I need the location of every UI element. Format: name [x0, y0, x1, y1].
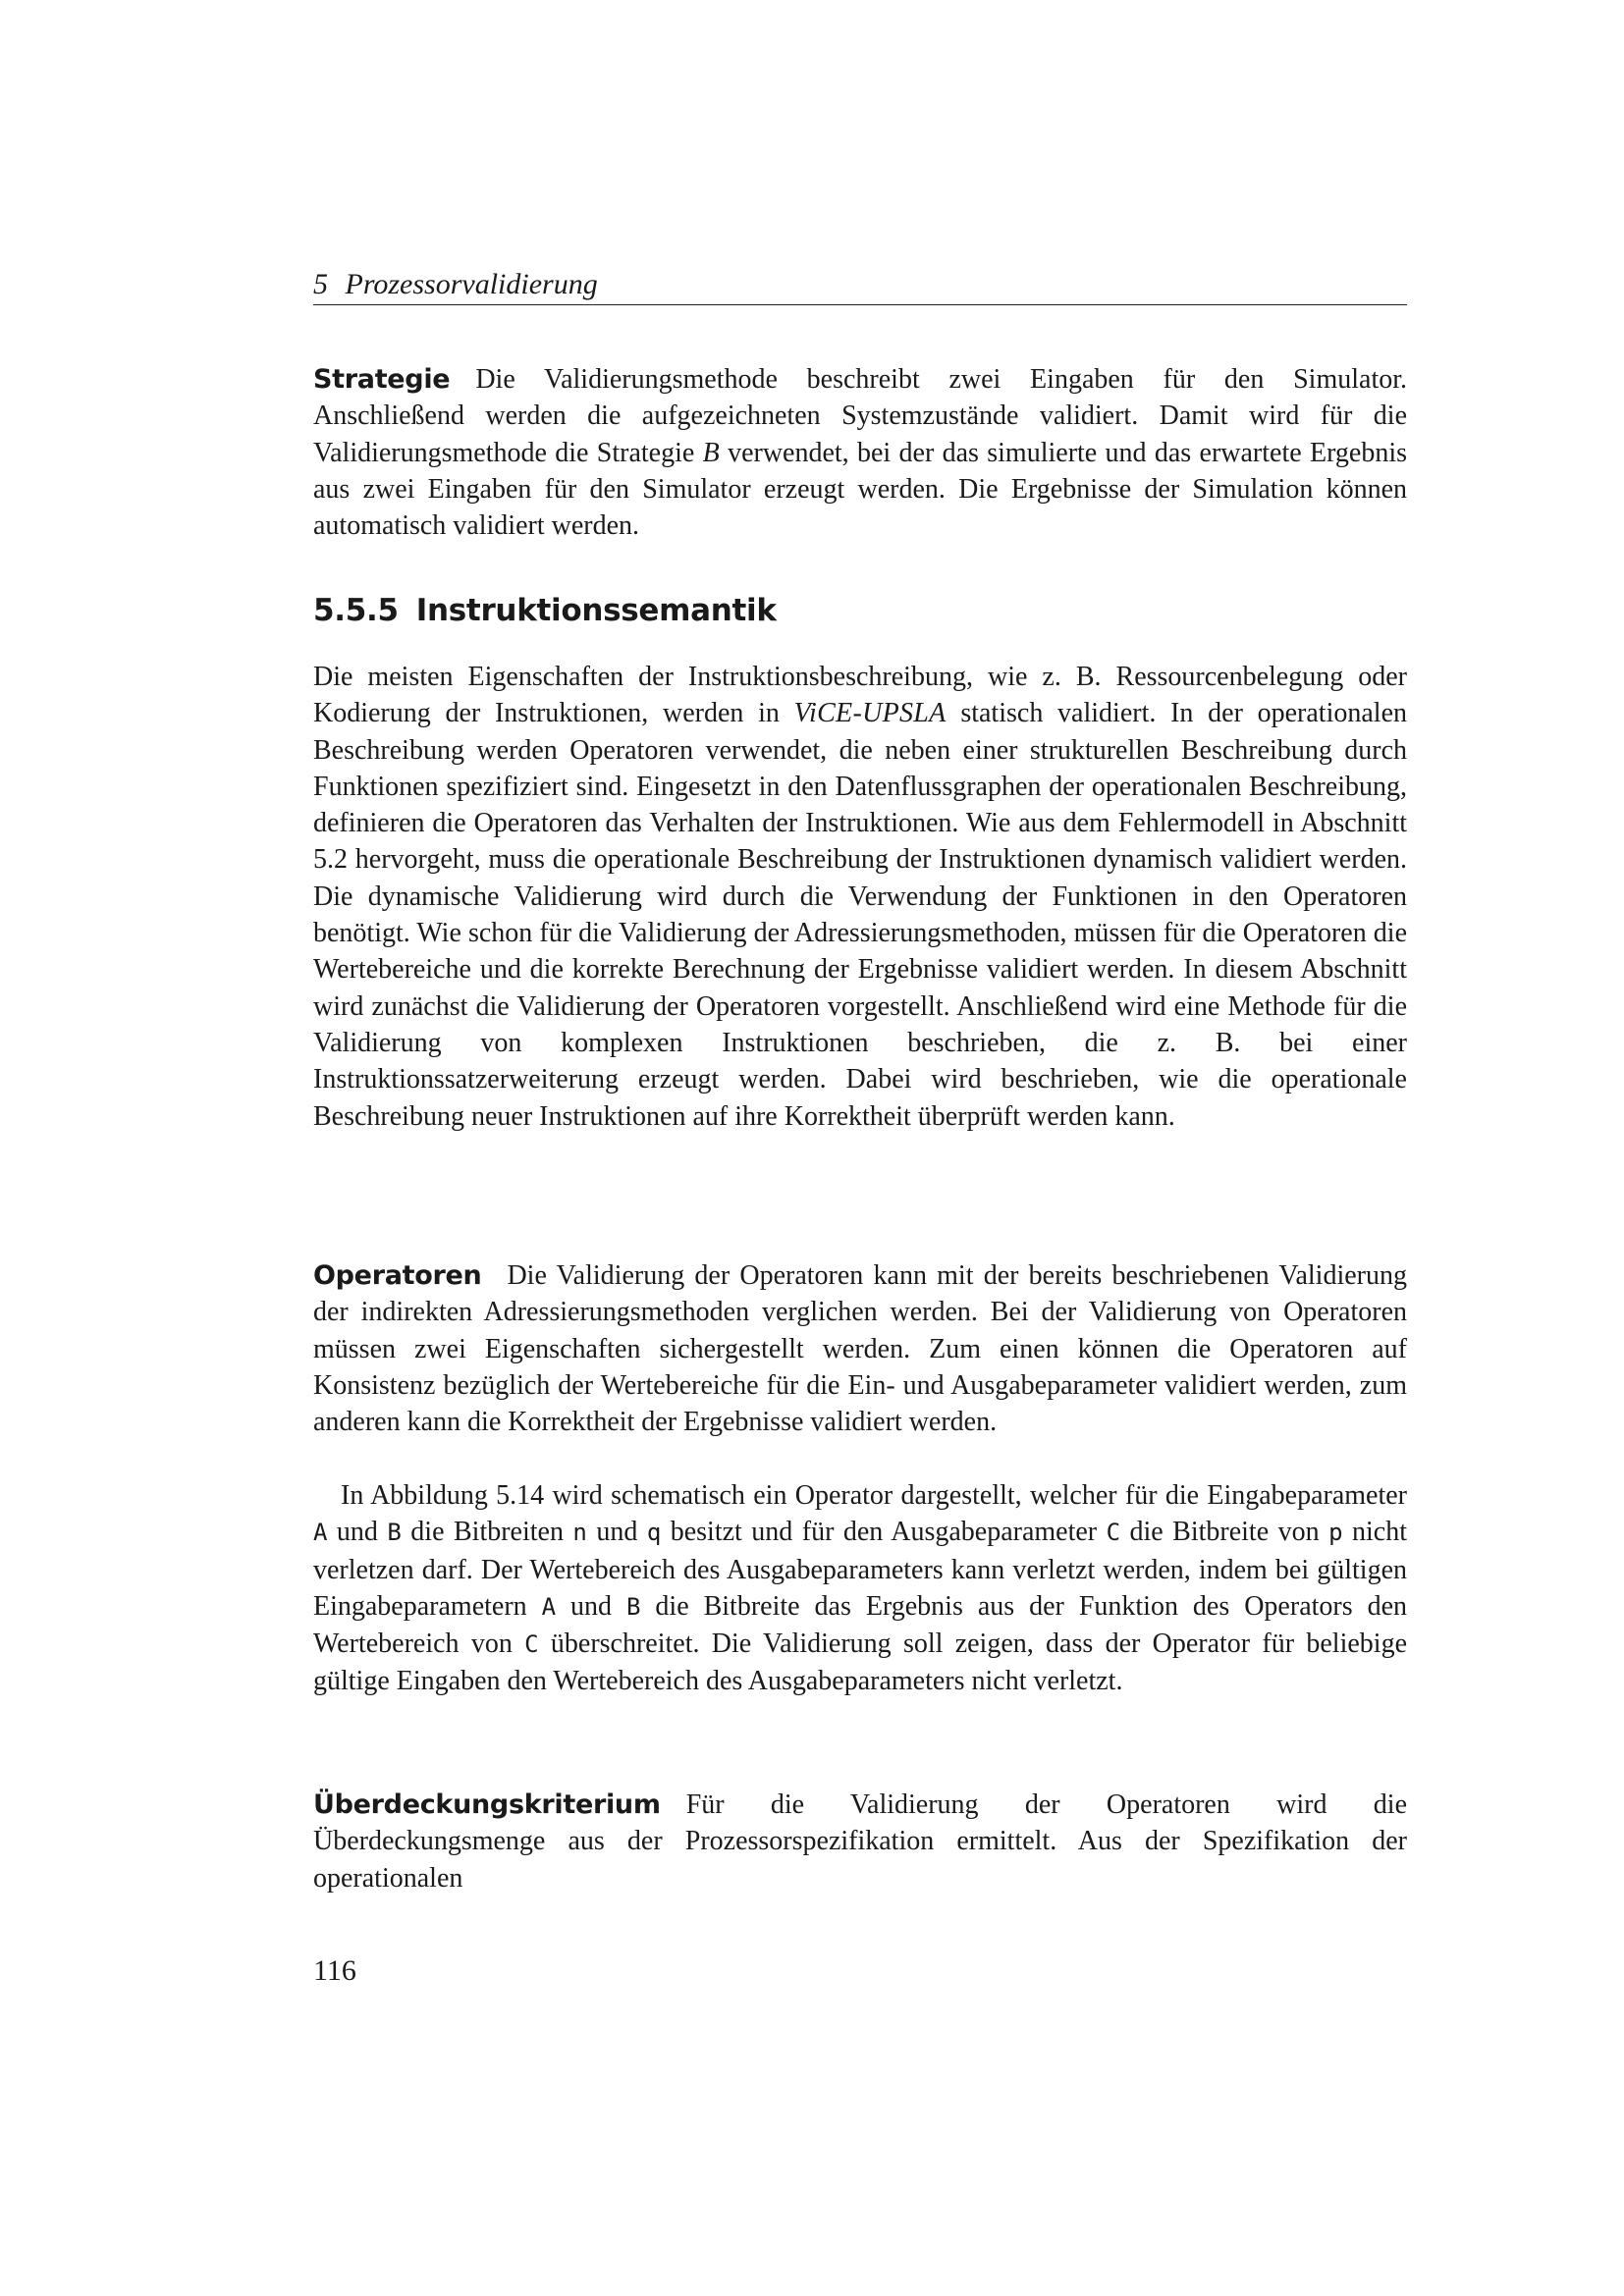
operatoren-text: Die Validierung der Operatoren kann mit der bereits beschriebenen Validierung der indirekten Adressierungsmethoden verglichen werden. Bei der Validierung von Operatoren müssen zwei Eigenschaften sichergestellt werden. Zum einen können die Operatoren auf Konsistenz bezüglich der Wertebereiche für die Ein- und Ausgabeparameter validiert werden, zum anderen kann die Korrektheit der Ergebnisse validiert werden. [313, 1260, 1407, 1438]
section-number: 5.5.5 [313, 593, 399, 628]
paragraph-heading-strategie: Strategie [313, 364, 451, 395]
param-c: C [1106, 1519, 1121, 1547]
paragraph-instruktionssemantik [313, 659, 1407, 1135]
tool-name: ViCE-UPSLA [793, 698, 947, 729]
param-c: C [524, 1630, 539, 1659]
section-title: Instruktionssemantik [415, 593, 777, 628]
strategie-text-2: verwendet, bei der das simulierte und das erwartete Ergebnis aus zwei Eingaben für den Simulator erzeugt werden. Die Ergebnisse der Simulation können automatisch validiert werden. [313, 437, 1407, 542]
paragraph-abbildung [313, 1477, 1407, 1700]
abbildung-text: die Bitbreite von [1120, 1517, 1329, 1548]
param-b: B [387, 1519, 402, 1547]
abbildung-text: und [327, 1517, 388, 1548]
param-a: A [313, 1519, 328, 1547]
running-header [313, 265, 1407, 305]
semantik-text-2: statisch validiert. In der operationalen Beschreibung werden Operatoren verwendet, die neben einer strukturellen Beschreibung durch Funktionen spezifiziert sind. Eingesetzt in den Datenflussgraphen der operationalen Beschreibung, definieren die Operatoren das Verhalten der Instruktionen. Wie aus dem Fehlermodell in Abschnitt 5.2 hervorgeht, muss die operationale Beschreibung der Instruktionen dynamisch validiert werden. Die dynamische Validierung wird durch die Verwendung der Funktionen in den Operatoren benötigt. Wie schon für die Validierung der Adressierungsmethoden, müssen für die Operatoren die Wertebereiche und die korrekte Berechnung der Ergebnisse validiert werden. In diesem Abschnitt wird zunächst die Validierung der Operatoren vorgestellt. Anschließend wird eine Methode für die Validierung von komplexen Instruktionen beschrieben, die z. B. bei einer Instruktionssatzerweiterung erzeugt werden. Dabei wird beschrieben, wie die operationale Beschreibung neuer Instruktionen auf ihre Korrektheit überprüft werden kann. [313, 698, 1407, 1132]
paragraph-strategie [313, 361, 1407, 544]
abbildung-text: überschreitet. Die Validierung soll zeigen, dass der Operator für beliebige gültige Eingaben den Wertebereich des Ausgabeparameters nicht verletzt. [313, 1629, 1408, 1697]
ueberdeckung-text: Für die Validierung der Operatoren wird die Überdeckungsmenge aus der Prozessorspezifikation ermittelt. Aus der Spezifikation der operationalen [313, 1789, 1407, 1894]
width-n: n [572, 1519, 587, 1547]
abbildung-text: nicht verletzen darf. Der Wertebereich des Ausgabeparameters kann verletzt werden, indem bei gültigen Eingabeparametern [313, 1517, 1407, 1622]
paragraph-ueberdeckungskriterium [313, 1787, 1407, 1896]
width-p: p [1328, 1519, 1343, 1547]
paragraph-heading-ueberdeckungskriterium: Überdeckungskriterium [313, 1789, 661, 1820]
abbildung-text: und [586, 1517, 647, 1548]
chapter-title: Prozessorvalidierung [345, 268, 598, 300]
abbildung-text: und [556, 1590, 627, 1622]
page-number: 116 [313, 1954, 356, 1987]
abbildung-text: die Bitbreite das Ergebnis aus der Funktion des Operators den Wertebereich von [313, 1590, 1408, 1660]
paragraph-operatoren [313, 1257, 1407, 1440]
strategie-text-1: Die Validierungsmethode beschreibt zwei Eingaben für den Simulator. Anschließend werden die aufgezeichneten Systemzustände validiert. Damit wird für die Validierungsmethode die Strategie [313, 364, 1407, 468]
section-heading [313, 591, 1407, 630]
paragraph-heading-operatoren: Operatoren [313, 1260, 482, 1291]
chapter-number: 5 [313, 268, 328, 300]
semantik-text-1: Die meisten Eigenschaften der Instruktionsbeschreibung, wie z. B. Ressourcenbelegung oder Kodierung der Instruktionen, werden in [313, 662, 1407, 729]
abbildung-text: In Abbildung 5.14 wird schematisch ein Operator dargestellt, welcher für die Eingabeparameter [341, 1480, 1407, 1511]
strategy-variable: B [702, 437, 720, 468]
param-b: B [626, 1592, 641, 1621]
width-q: q [646, 1519, 662, 1547]
abbildung-text: besitzt und für den Ausgabeparameter [661, 1517, 1107, 1548]
abbildung-text: die Bitbreiten [401, 1517, 573, 1548]
param-a: A [541, 1592, 557, 1621]
document-page [313, 0, 1407, 2296]
